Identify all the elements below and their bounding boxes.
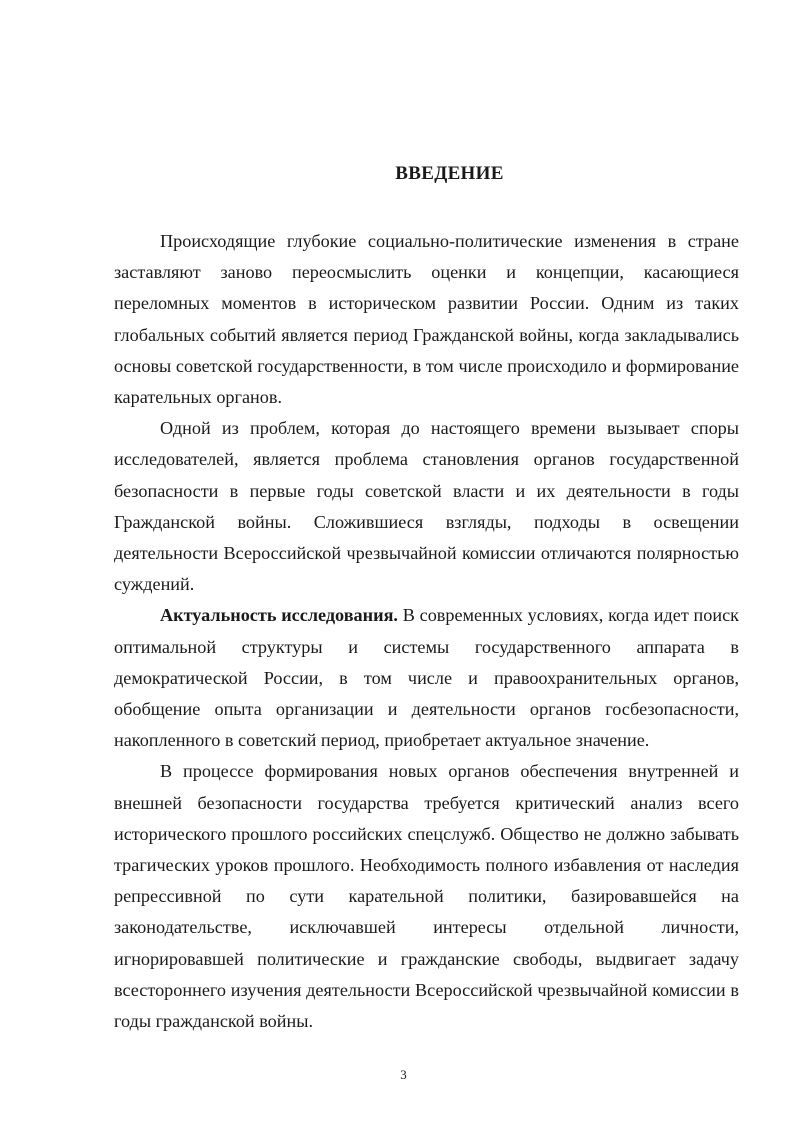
- paragraph-4-text: В процессе формирования новых органов обеспечения внутренней и внешней безопасности государства требуется критический анализ всего исторического прошлого российских спецслужб. Общество не должно забывать трагических уроков прошлого. Необходимость полного избавления от наследия репрессивной по сути карательной политики, базировавшейся на законодательстве, исключавшей интересы отдельной личности, игнорировавшей политические и гражданские свободы, выдвигает задачу всестороннего изучения деятельности Всероссийской чрезвычайной комиссии в годы гражданской войны.: [114, 761, 739, 1032]
- page-number: 3: [400, 1067, 407, 1082]
- paragraph-3-text: В современных условиях, когда идет поиск оптимальной структуры и системы государственного аппарата в демократической России, в том числе и правоохранительных органов, обобщение опыта организации и деятельности органов госбезопасности, накопленного в советский период, приобретает актуальное значение.: [114, 605, 739, 751]
- page-title: ВВЕДЕНИЕ: [395, 163, 504, 184]
- paragraph-2: [114, 413, 739, 600]
- paragraph-1-text: Происходящие глубокие социально-политические изменения в стране заставляют заново переосмыслить оценки и концепции, касающиеся переломных моментов в историческом развитии России. Одним из таких глобальных событий является период Гражданской войны, когда закладывались основы советской государственности, в том числе происходило и формирование карательных органов.: [114, 231, 739, 408]
- paragraph-3-lead: Актуальность исследования.: [160, 605, 398, 626]
- paragraph-3: [114, 600, 739, 756]
- paragraph-2-text: Одной из проблем, которая до настоящего времени вызывает споры исследователей, является проблема становления органов государственной безопасности в первые годы советской власти и их деятельности в годы Гражданской войны. Сложившиеся взгляды, подходы в освещении деятельности Всероссийской чрезвычайной комиссии отличаются полярностью суждений.: [114, 418, 739, 595]
- body-text: [114, 226, 739, 1037]
- paragraph-4: [114, 756, 739, 1037]
- paragraph-1: [114, 226, 739, 413]
